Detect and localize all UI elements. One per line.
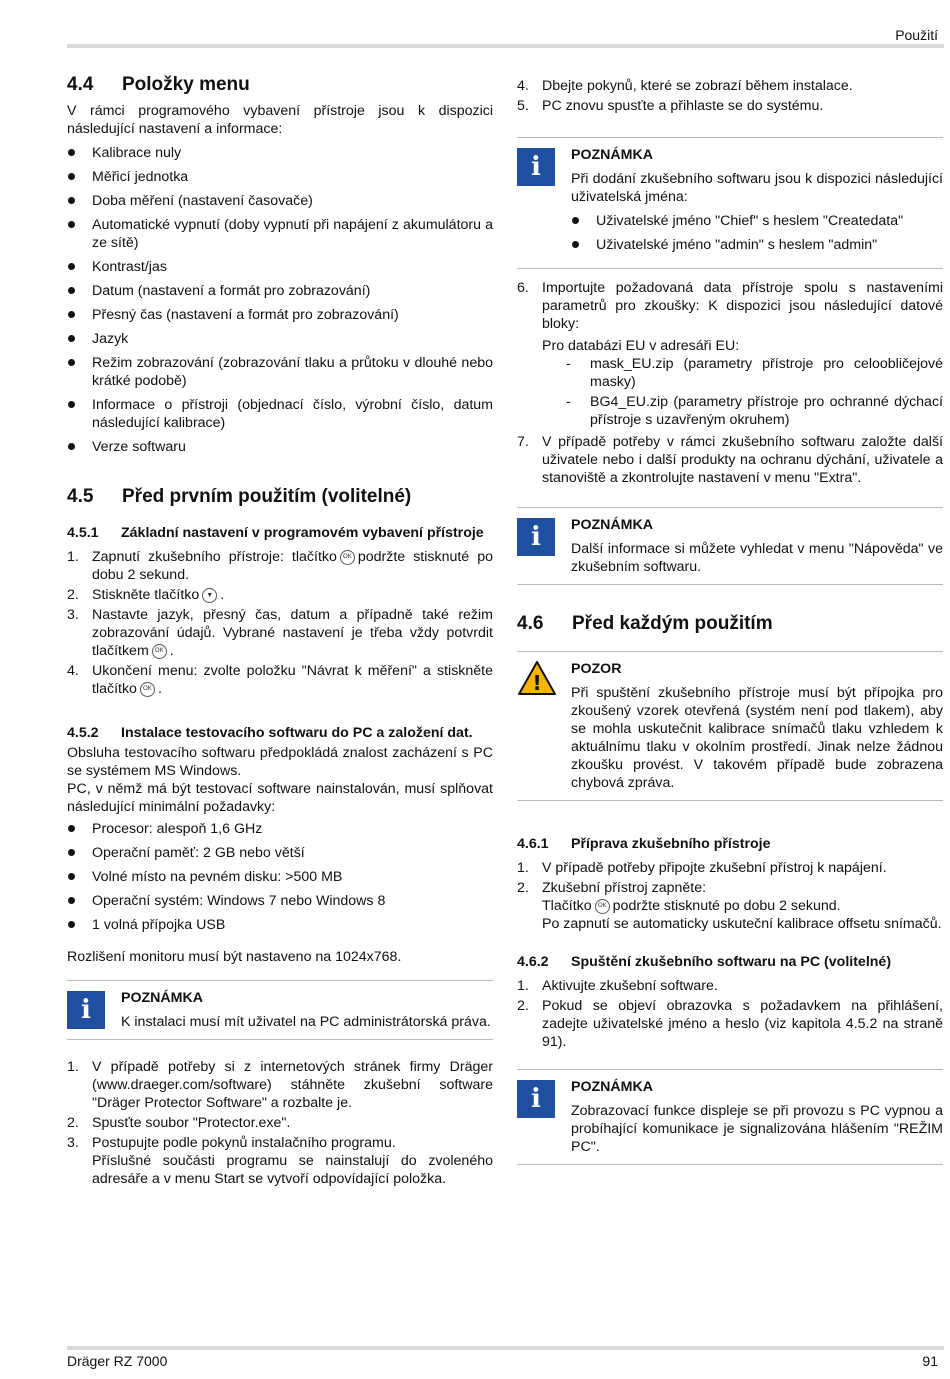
note-text: Zobrazovací funkce displeje se při provozu s PC vypnou a probíhající komunikace je signalizována hlášením "REŽIM PC". bbox=[571, 1103, 943, 1155]
list-item: 2. Zkušební přístroj zapněte: Tlačítko OK podržte stisknuté po dobu 2 sekund. Po zapnutí se automaticky uskuteční kalibrace offsetu snímačů. bbox=[517, 880, 942, 932]
list-item: Měřicí jednotka bbox=[67, 168, 493, 186]
step-number: 1. bbox=[67, 549, 79, 565]
section-heading-4-4 bbox=[67, 76, 493, 94]
step-text: V případě potřeby si z internetových stránek firmy Dräger (www.draeger.com/software) stáhněte zkušební software "Dräger Protector Software" a rozbalte je. bbox=[92, 1059, 493, 1111]
dash-text: mask_EU.zip (parametry přístroje pro celoobličejové masky) bbox=[590, 356, 943, 390]
step-text: Po zapnutí se automaticky uskuteční kalibrace offsetu snímačů. bbox=[542, 916, 942, 932]
step-text: Pro databázi EU v adresáři EU: bbox=[542, 338, 740, 354]
step-list bbox=[67, 548, 493, 698]
step-text: podržte stisknuté po dobu 2 sekund. bbox=[612, 898, 841, 914]
list-item bbox=[67, 662, 493, 698]
list-item: Automatické vypnutí (doby vypnutí při napájení z akumulátoru a ze sítě) bbox=[67, 216, 493, 252]
subsection-heading-4-5-2 bbox=[67, 724, 493, 742]
list-item: Jazyk bbox=[67, 330, 493, 348]
ok-button-icon: OK bbox=[340, 550, 355, 565]
list-item: Operační paměť: 2 GB nebo větší bbox=[67, 844, 493, 862]
step-text: . bbox=[157, 681, 162, 697]
info-icon: i bbox=[517, 1080, 555, 1118]
subsection-title: Spuštění zkušebního softwaru na PC (volitelné) bbox=[571, 954, 892, 970]
warning-glyph: ! bbox=[532, 671, 542, 695]
paragraph: Obsluha testovacího softwaru předpokládá znalost zacházení s PC se systémem MS Windows. bbox=[67, 745, 493, 779]
step-text: Pokud se objeví obrazovka s požadavkem na přihlášení, zadejte uživatelské jméno a heslo (viz kapitola 4.5.2 na straně 91). bbox=[542, 998, 943, 1050]
list-item: Režim zobrazování (zobrazování tlaku a průtoku v dlouhé nebo krátké podobě) bbox=[67, 354, 493, 390]
footer-rule bbox=[67, 1346, 944, 1350]
list-item: Uživatelské jméno "Chief" s heslem "Createdata" bbox=[571, 212, 943, 230]
header-rule bbox=[67, 44, 944, 48]
step-text: Stiskněte tlačítko bbox=[92, 587, 200, 603]
list-item: Verze softwaru bbox=[67, 438, 493, 456]
step-text: PC znovu spusťte a přihlaste se do systému. bbox=[542, 98, 824, 114]
section-heading-4-5 bbox=[67, 488, 493, 506]
list-item bbox=[67, 1058, 493, 1112]
dash-list bbox=[542, 355, 943, 429]
step-number: 1. bbox=[67, 1059, 79, 1075]
list-item bbox=[517, 97, 943, 115]
note-title: POZNÁMKA bbox=[571, 1079, 653, 1095]
info-icon: i bbox=[517, 148, 555, 186]
page-header-section: Použití bbox=[895, 27, 938, 43]
list-item bbox=[67, 586, 493, 604]
subsection-number: 4.6.2 bbox=[517, 954, 549, 970]
dash-marker: - bbox=[566, 356, 571, 372]
left-column bbox=[67, 76, 493, 1190]
step-text: Spusťte soubor "Protector.exe". bbox=[92, 1115, 291, 1131]
list-item bbox=[517, 279, 943, 431]
step-list bbox=[517, 859, 943, 933]
bullet-list bbox=[571, 212, 943, 254]
subsection-title: Základní nastavení v programovém vybavení přístroje bbox=[121, 525, 484, 541]
step-number: 3. bbox=[67, 607, 79, 623]
step-list bbox=[517, 279, 943, 487]
section-number: 4.5 bbox=[67, 486, 94, 507]
step-number: 4. bbox=[67, 663, 79, 679]
list-item bbox=[67, 548, 493, 584]
step-number: 2. bbox=[67, 1115, 79, 1131]
dash-item bbox=[542, 355, 943, 391]
note-text: Při dodání zkušebního softwaru jsou k dispozici následující uživatelská jména: bbox=[571, 171, 943, 205]
note-box bbox=[517, 137, 943, 269]
section-heading-4-6 bbox=[517, 615, 943, 633]
note-box bbox=[517, 507, 943, 585]
subsection-heading-4-5-1 bbox=[67, 524, 493, 542]
page-number: 91 bbox=[922, 1353, 938, 1369]
note-title: POZNÁMKA bbox=[571, 147, 653, 163]
step-text: Příslušné součásti programu se nainstalují do zvoleného adresáře a v menu Start se vytvoří odpovídající položka. bbox=[92, 1153, 493, 1187]
step-number: 2. bbox=[67, 587, 79, 603]
step-number: 5. bbox=[517, 98, 529, 114]
step-text: . bbox=[220, 587, 225, 603]
step-text: V případě potřeby připojte zkušební přístroj k napájení. bbox=[542, 860, 887, 876]
step-text: Importujte požadovaná data přístroje spolu s nastaveními parametrů pro zkoušky: K dispozici jsou následující datové bloky: bbox=[542, 280, 943, 332]
warning-icon bbox=[517, 660, 557, 696]
right-column bbox=[517, 77, 943, 1165]
step-text: Nastavte jazyk, přesný čas, datum a případně také režim zobrazování údajů. Vybrané nastavení je třeba vždy potvrdit tlačítkem bbox=[92, 607, 493, 659]
list-item: Kontrast/jas bbox=[67, 258, 493, 276]
list-item: 1. V případě potřeby připojte zkušební přístroj k napájení. bbox=[517, 859, 943, 877]
subsection-heading-4-6-2 bbox=[517, 953, 943, 971]
step-number: 3. bbox=[67, 1135, 79, 1151]
list-item: 1. Aktivujte zkušební software. bbox=[517, 977, 943, 995]
product-name: Dräger RZ 7000 bbox=[67, 1353, 168, 1369]
subsection-title: Příprava zkušebního přístroje bbox=[571, 836, 771, 852]
subsection-heading-4-6-1 bbox=[517, 835, 943, 853]
step-number: 4. bbox=[517, 78, 529, 94]
subsection-title: Instalace testovacího softwaru do PC a založení dat. bbox=[121, 725, 473, 741]
list-item: 1 volná přípojka USB bbox=[67, 916, 493, 934]
step-text: V případě potřeby v rámci zkušebního softwaru založte další uživatele nebo i další produkty na ochranu dýchání, uživatele a stanoviště a zkontrolujte nastavení v menu "Extra". bbox=[542, 434, 943, 486]
paragraph: PC, v němž má být testovací software nainstalován, musí splňovat následující minimální požadavky: bbox=[67, 781, 493, 815]
step-list bbox=[517, 977, 943, 1051]
ok-button-icon: OK bbox=[595, 899, 610, 914]
bullet-list bbox=[67, 820, 493, 934]
paragraph: V rámci programového vybavení přístroje jsou k dispozici následující nastavení a informace: bbox=[67, 103, 493, 137]
step-text: podržte stisknuté po dobu 2 sekund. bbox=[92, 549, 493, 583]
step-text: Postupujte podle pokynů instalačního programu. bbox=[92, 1135, 396, 1151]
list-item: Uživatelské jméno "admin" s heslem "admin" bbox=[571, 236, 943, 254]
list-item bbox=[67, 606, 493, 660]
list-item bbox=[517, 77, 943, 95]
step-text: . bbox=[169, 643, 174, 659]
section-title: Před prvním použitím (volitelné) bbox=[122, 486, 412, 507]
bullet-list bbox=[67, 144, 493, 456]
list-item: Přesný čas (nastavení a formát pro zobrazování) bbox=[67, 306, 493, 324]
step-text: Zapnutí zkušebního přístroje: tlačítko bbox=[92, 549, 337, 565]
note-title: POZNÁMKA bbox=[571, 517, 653, 533]
down-button-icon: ▼ bbox=[202, 588, 217, 603]
list-item: Kalibrace nuly bbox=[67, 144, 493, 162]
info-icon: i bbox=[67, 991, 105, 1029]
warning-box bbox=[517, 651, 943, 801]
step-text: Tlačítko bbox=[542, 898, 592, 914]
list-item bbox=[67, 1134, 493, 1188]
step-list bbox=[517, 77, 943, 115]
list-item: Operační systém: Windows 7 nebo Windows 8 bbox=[67, 892, 493, 910]
note-box bbox=[67, 980, 493, 1040]
subsection-number: 4.5.2 bbox=[67, 725, 99, 741]
list-item bbox=[517, 433, 943, 487]
list-item: Volné místo na pevném disku: >500 MB bbox=[67, 868, 493, 886]
step-number: 6. bbox=[517, 280, 529, 296]
step-text: Dbejte pokynů, které se zobrazí během instalace. bbox=[542, 78, 853, 94]
subsection-number: 4.5.1 bbox=[67, 525, 99, 541]
paragraph: Rozlišení monitoru musí být nastaveno na 1024x768. bbox=[67, 949, 402, 965]
note-text: K instalaci musí mít uživatel na PC administrátorská práva. bbox=[121, 1014, 491, 1030]
step-text: Aktivujte zkušební software. bbox=[542, 978, 718, 994]
section-title: Položky menu bbox=[122, 74, 250, 95]
section-title: Před každým použitím bbox=[572, 613, 773, 634]
subsection-number: 4.6.1 bbox=[517, 836, 549, 852]
warning-text: Při spuštění zkušebního přístroje musí být přípojka pro zkoušený vzorek otevřená (systém není pod tlakem), aby se mohla uskutečnit kalibrace snímačů tlaku vzhledem k aktuálnímu tlaku v okolním prostředí. Jinak nelze žádnou zkoušku provést. V takovém případě bude zobrazena chybová zpráva. bbox=[571, 685, 943, 791]
section-number: 4.4 bbox=[67, 74, 94, 95]
info-icon: i bbox=[517, 518, 555, 556]
install-step-list bbox=[67, 1058, 493, 1188]
list-item bbox=[67, 1114, 493, 1132]
dash-item bbox=[542, 393, 943, 429]
step-text: Zkušební přístroj zapněte: bbox=[542, 880, 707, 896]
dash-text: BG4_EU.zip (parametry přístroje pro ochranné dýchací přístroje s uzavřeným okruhem) bbox=[590, 394, 943, 428]
page-footer bbox=[67, 1352, 938, 1370]
list-item: Doba měření (nastavení časovače) bbox=[67, 192, 493, 210]
ok-button-icon: OK bbox=[152, 644, 167, 659]
note-box bbox=[517, 1069, 943, 1165]
step-text: Ukončení menu: zvolte položku "Návrat k měření" a stiskněte tlačítko bbox=[92, 663, 493, 697]
dash-marker: - bbox=[566, 394, 571, 410]
step-number: 7. bbox=[517, 434, 529, 450]
list-item: Informace o přístroji (objednací číslo, výrobní číslo, datum následující kalibrace) bbox=[67, 396, 493, 432]
list-item: Procesor: alespoň 1,6 GHz bbox=[67, 820, 493, 838]
ok-button-icon: OK bbox=[140, 682, 155, 697]
list-item: Datum (nastavení a formát pro zobrazování) bbox=[67, 282, 493, 300]
note-title: POZNÁMKA bbox=[121, 990, 203, 1006]
warning-title: POZOR bbox=[571, 661, 622, 677]
note-text: Další informace si můžete vyhledat v menu "Nápověda" ve zkušebním softwaru. bbox=[571, 541, 943, 575]
section-number: 4.6 bbox=[517, 613, 544, 634]
list-item: 2. Pokud se objeví obrazovka s požadavkem na přihlášení, zadejte uživatelské jméno a heslo (viz kapitola 4.5.2 na straně 91). bbox=[517, 998, 943, 1050]
